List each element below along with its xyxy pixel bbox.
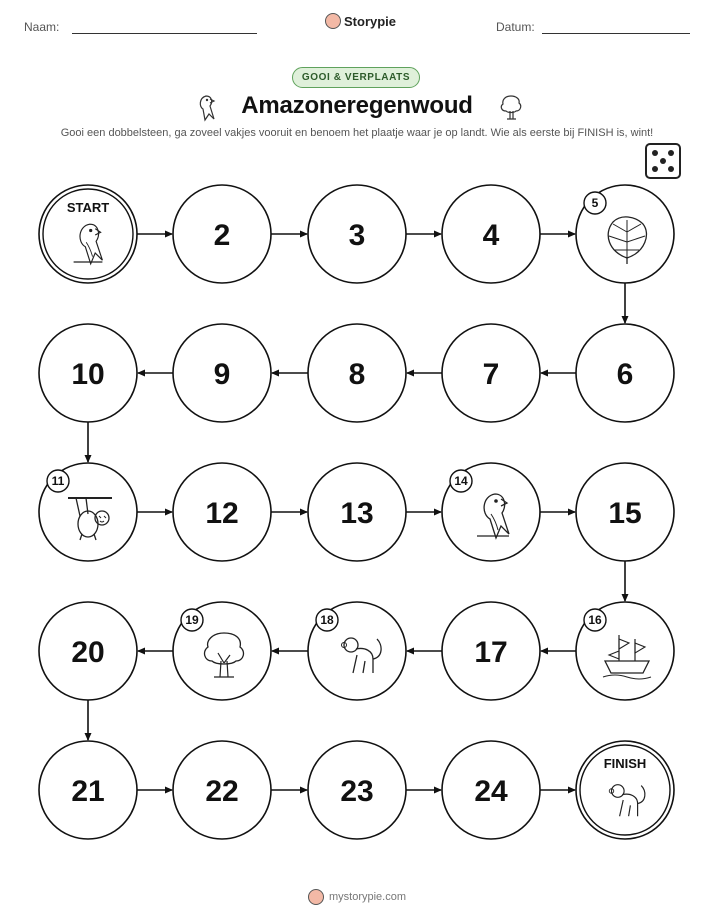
instructions: Gooi een dobbelsteen, ga zoveel vakjes vooruit en benoem het plaatje waar je op landt. Wie als eerste bij FINISH is, wint! <box>60 127 654 139</box>
board-cell-3 <box>308 185 406 283</box>
name-label: Naam: <box>24 20 60 34</box>
cell-number: 11 <box>51 474 65 488</box>
cell-number: 24 <box>474 775 508 808</box>
cell-number: 10 <box>71 358 105 391</box>
board-cell-8 <box>308 324 406 422</box>
board-cell-21 <box>39 741 137 839</box>
cell-number: 3 <box>348 219 366 252</box>
cell-number: 18 <box>320 613 334 627</box>
storypie-bear-icon <box>308 889 324 905</box>
cell-number: 21 <box>71 775 105 808</box>
board-cell-25 <box>576 741 674 839</box>
cell-number: 2 <box>213 219 231 252</box>
board-cell-9 <box>173 324 271 422</box>
footer-url[interactable]: mystorypie.com <box>328 891 407 903</box>
cell-number: 20 <box>71 636 105 669</box>
board-cell-18 <box>308 602 406 700</box>
board-cell-17 <box>442 602 540 700</box>
board-cell-6 <box>576 324 674 422</box>
board-cell-22 <box>173 741 271 839</box>
cell-number: 19 <box>185 613 199 627</box>
page-title: Amazoneregenwoud <box>241 92 473 119</box>
board-cell-15 <box>576 463 674 561</box>
board-cell-2 <box>173 185 271 283</box>
board-cell-12 <box>173 463 271 561</box>
board-cell-14 <box>442 463 540 561</box>
cell-number: 5 <box>591 196 599 210</box>
cell-number: 12 <box>205 497 239 530</box>
board-cell-13 <box>308 463 406 561</box>
cell-number: 17 <box>474 636 508 669</box>
board-cell-19 <box>173 602 271 700</box>
cell-number: 13 <box>340 497 374 530</box>
game-type-badge: GOOI & VERPLAATS <box>292 67 420 88</box>
cell-number: 23 <box>340 775 374 808</box>
cell-number: 16 <box>588 613 602 627</box>
board-cell-4 <box>442 185 540 283</box>
cell-number: 8 <box>348 358 366 391</box>
brand-name: Storypie <box>344 13 397 29</box>
cell-caption: FINISH <box>603 756 647 771</box>
board-cell-24 <box>442 741 540 839</box>
cell-number: 9 <box>213 358 231 391</box>
board-cell-23 <box>308 741 406 839</box>
board-cell-16 <box>576 602 674 700</box>
footer <box>0 889 714 905</box>
cell-number: 6 <box>616 358 634 391</box>
board-cell-1 <box>39 185 137 283</box>
board-cell-5 <box>576 185 674 283</box>
board-cell-20 <box>39 602 137 700</box>
cell-number: 15 <box>608 497 642 530</box>
date-label: Datum: <box>496 20 535 34</box>
board-cell-11 <box>39 463 137 561</box>
board-cell-10 <box>39 324 137 422</box>
cell-number: 22 <box>205 775 239 808</box>
cell-caption: START <box>66 200 110 215</box>
cell-number: 14 <box>454 474 468 488</box>
cell-number: 4 <box>482 219 500 252</box>
cell-number: 7 <box>482 358 500 391</box>
board-cell-7 <box>442 324 540 422</box>
